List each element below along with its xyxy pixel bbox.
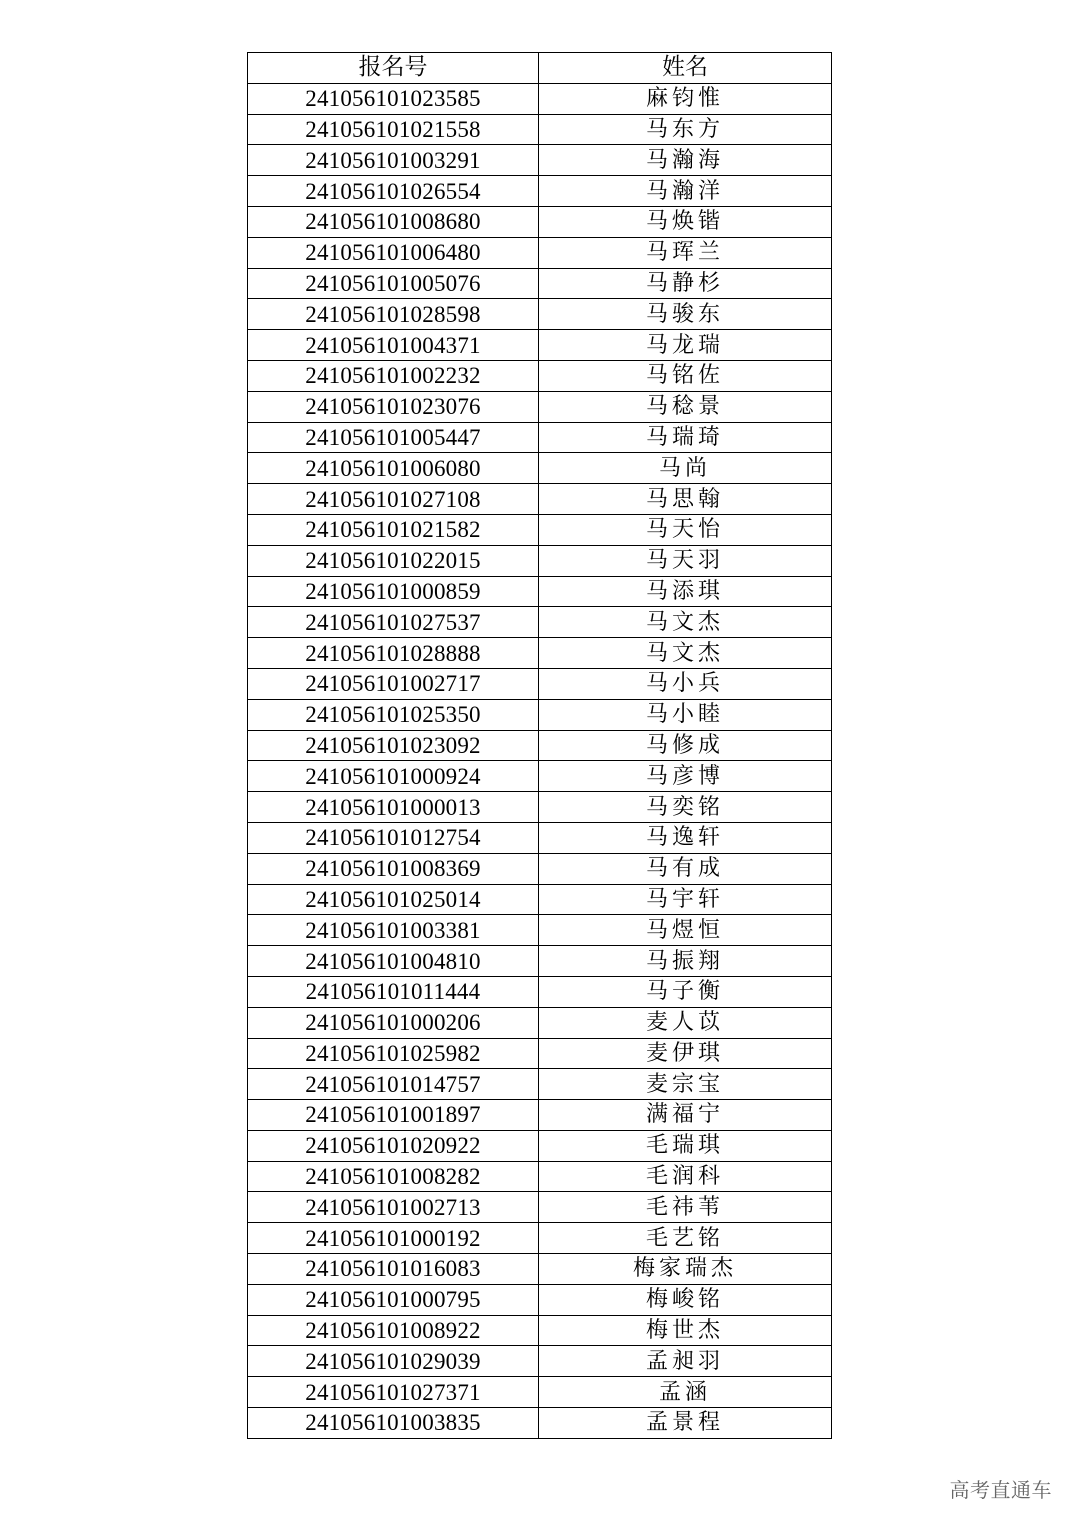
table-row — [248, 976, 832, 1007]
name-cell: 孟昶羽 — [539, 1346, 832, 1377]
name-cell: 马铭佐 — [539, 360, 832, 391]
registration-number-cell: 241056101021558 — [248, 114, 539, 145]
table-row — [248, 638, 832, 669]
registration-number-cell: 241056101022015 — [248, 545, 539, 576]
table-row — [248, 1254, 832, 1285]
table-header-row — [248, 53, 832, 84]
name-cell: 马有成 — [539, 853, 832, 884]
registration-number-cell: 241056101000013 — [248, 792, 539, 823]
table-row — [248, 484, 832, 515]
name-cell: 梅峻铭 — [539, 1284, 832, 1315]
registration-number-cell: 241056101000192 — [248, 1223, 539, 1254]
table-row — [248, 884, 832, 915]
name-cell: 麦人苡 — [539, 1007, 832, 1038]
registration-number-cell: 241056101021582 — [248, 514, 539, 545]
name-cell: 麦宗宝 — [539, 1069, 832, 1100]
registration-number-cell: 241056101000924 — [248, 761, 539, 792]
name-cell: 马子衡 — [539, 976, 832, 1007]
name-cell: 马稔景 — [539, 391, 832, 422]
registration-number-cell: 241056101000795 — [248, 1284, 539, 1315]
name-cell: 马彦博 — [539, 761, 832, 792]
table-row — [248, 822, 832, 853]
watermark-text: 高考直通车 — [949, 1478, 1052, 1502]
table-row — [248, 422, 832, 453]
registration-number-cell: 241056101004810 — [248, 946, 539, 977]
registration-number-cell: 241056101028888 — [248, 638, 539, 669]
registration-number-cell: 241056101006080 — [248, 453, 539, 484]
registration-number-cell: 241056101000206 — [248, 1007, 539, 1038]
table-row — [248, 1069, 832, 1100]
table-row — [248, 1346, 832, 1377]
table-row — [248, 453, 832, 484]
name-cell: 梅家瑞杰 — [539, 1254, 832, 1285]
name-cell: 马宇轩 — [539, 884, 832, 915]
registration-number-cell: 241056101003381 — [248, 915, 539, 946]
name-cell: 马文杰 — [539, 638, 832, 669]
registration-number-cell: 241056101008680 — [248, 206, 539, 237]
table-row — [248, 1192, 832, 1223]
roster-body — [248, 83, 832, 1438]
table-row — [248, 237, 832, 268]
name-cell: 马修成 — [539, 730, 832, 761]
name-cell: 麦伊琪 — [539, 1038, 832, 1069]
table-row — [248, 83, 832, 114]
table-row — [248, 145, 832, 176]
table-row — [248, 330, 832, 361]
name-cell: 马尚 — [539, 453, 832, 484]
table-row — [248, 668, 832, 699]
table-row — [248, 360, 832, 391]
table-row — [248, 1315, 832, 1346]
registration-number-cell: 241056101023092 — [248, 730, 539, 761]
roster-table — [247, 52, 832, 1439]
name-cell: 毛润科 — [539, 1161, 832, 1192]
name-cell: 马瀚洋 — [539, 176, 832, 207]
registration-number-cell: 241056101027371 — [248, 1377, 539, 1408]
registration-number-cell: 241056101020922 — [248, 1130, 539, 1161]
table-row — [248, 1161, 832, 1192]
table-row — [248, 391, 832, 422]
table-row — [248, 545, 832, 576]
table-row — [248, 114, 832, 145]
table-row — [248, 699, 832, 730]
header-name: 姓名 — [539, 53, 832, 84]
registration-number-cell: 241056101006480 — [248, 237, 539, 268]
registration-number-cell: 241056101029039 — [248, 1346, 539, 1377]
name-cell: 孟涵 — [539, 1377, 832, 1408]
name-cell: 马焕锴 — [539, 206, 832, 237]
table-row — [248, 268, 832, 299]
registration-number-cell: 241056101002713 — [248, 1192, 539, 1223]
name-cell: 马瀚海 — [539, 145, 832, 176]
name-cell: 马东方 — [539, 114, 832, 145]
table-row — [248, 792, 832, 823]
name-cell: 毛艺铭 — [539, 1223, 832, 1254]
name-cell: 马静杉 — [539, 268, 832, 299]
registration-number-cell: 241056101027108 — [248, 484, 539, 515]
table-row — [248, 206, 832, 237]
table-row — [248, 915, 832, 946]
name-cell: 毛祎苇 — [539, 1192, 832, 1223]
registration-number-cell: 241056101002232 — [248, 360, 539, 391]
name-cell: 马小兵 — [539, 668, 832, 699]
table-row — [248, 1223, 832, 1254]
name-cell: 马振翔 — [539, 946, 832, 977]
table-row — [248, 1038, 832, 1069]
name-cell: 马文杰 — [539, 607, 832, 638]
table-row — [248, 730, 832, 761]
registration-number-cell: 241056101025350 — [248, 699, 539, 730]
name-cell: 马天怡 — [539, 514, 832, 545]
registration-number-cell: 241056101005076 — [248, 268, 539, 299]
registration-number-cell: 241056101016083 — [248, 1254, 539, 1285]
table-row — [248, 299, 832, 330]
name-cell: 马小睦 — [539, 699, 832, 730]
table-row — [248, 576, 832, 607]
registration-number-cell: 241056101023076 — [248, 391, 539, 422]
table-row — [248, 1377, 832, 1408]
table-row — [248, 853, 832, 884]
name-cell: 马珲兰 — [539, 237, 832, 268]
name-cell: 马逸轩 — [539, 822, 832, 853]
name-cell: 孟景程 — [539, 1408, 832, 1439]
registration-number-cell: 241056101012754 — [248, 822, 539, 853]
registration-number-cell: 241056101027537 — [248, 607, 539, 638]
registration-number-cell: 241056101003291 — [248, 145, 539, 176]
table-row — [248, 514, 832, 545]
table-row — [248, 946, 832, 977]
table-row — [248, 176, 832, 207]
name-cell: 马天羽 — [539, 545, 832, 576]
name-cell: 马骏东 — [539, 299, 832, 330]
registration-number-cell: 241056101014757 — [248, 1069, 539, 1100]
name-cell: 满福宁 — [539, 1100, 832, 1131]
registration-number-cell: 241056101002717 — [248, 668, 539, 699]
table-row — [248, 1100, 832, 1131]
registration-number-cell: 241056101008922 — [248, 1315, 539, 1346]
registration-number-cell: 241056101005447 — [248, 422, 539, 453]
name-cell: 马添琪 — [539, 576, 832, 607]
name-cell: 马思翰 — [539, 484, 832, 515]
registration-number-cell: 241056101001897 — [248, 1100, 539, 1131]
name-cell: 马奕铭 — [539, 792, 832, 823]
table-row — [248, 1007, 832, 1038]
registration-number-cell: 241056101008369 — [248, 853, 539, 884]
name-cell: 马龙瑞 — [539, 330, 832, 361]
name-cell: 马瑞琦 — [539, 422, 832, 453]
name-cell: 麻钧惟 — [539, 83, 832, 114]
name-cell: 马煜恒 — [539, 915, 832, 946]
registration-number-cell: 241056101025014 — [248, 884, 539, 915]
table-row — [248, 1408, 832, 1439]
registration-number-cell: 241056101003835 — [248, 1408, 539, 1439]
table-row — [248, 607, 832, 638]
name-cell: 梅世杰 — [539, 1315, 832, 1346]
registration-number-cell: 241056101028598 — [248, 299, 539, 330]
table-row — [248, 1284, 832, 1315]
name-cell: 毛瑞琪 — [539, 1130, 832, 1161]
registration-number-cell: 241056101023585 — [248, 83, 539, 114]
header-registration-number: 报名号 — [248, 53, 539, 84]
registration-number-cell: 241056101000859 — [248, 576, 539, 607]
table-row — [248, 1130, 832, 1161]
table-row — [248, 761, 832, 792]
registration-number-cell: 241056101008282 — [248, 1161, 539, 1192]
registration-number-cell: 241056101004371 — [248, 330, 539, 361]
registration-number-cell: 241056101025982 — [248, 1038, 539, 1069]
registration-number-cell: 241056101026554 — [248, 176, 539, 207]
registration-number-cell: 241056101011444 — [248, 976, 539, 1007]
